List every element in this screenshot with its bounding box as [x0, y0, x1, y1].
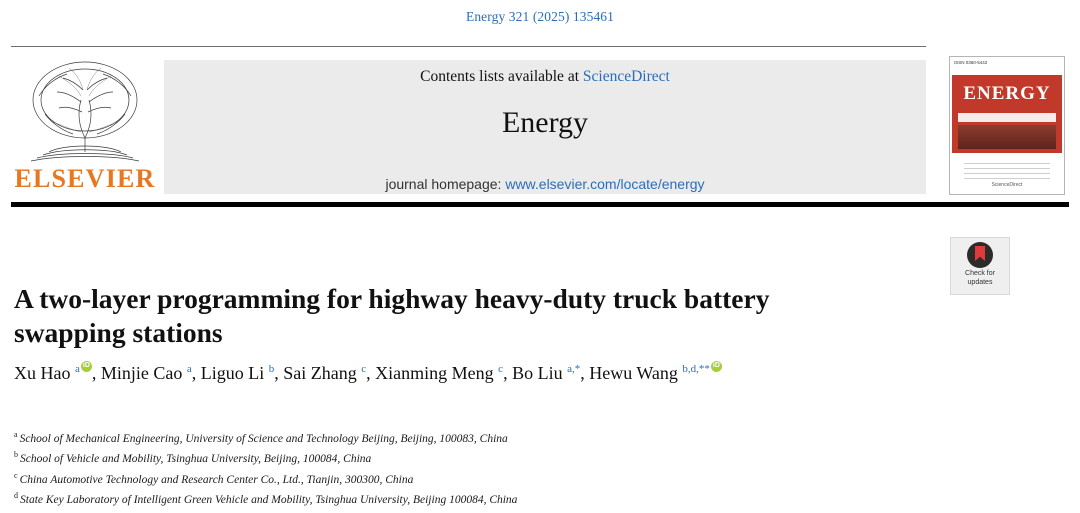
contents-available-text: Contents lists available at — [420, 68, 583, 85]
cover-brand-label: ScienceDirect — [991, 182, 1023, 188]
crossmark-label-line2: updates — [967, 278, 993, 286]
author-name: Bo Liu — [512, 363, 568, 383]
author-affiliation-marker: c — [498, 363, 504, 375]
elsevier-tree-icon — [19, 56, 151, 164]
journal-homepage-line — [164, 176, 926, 192]
author-name: Minjie Cao — [100, 363, 187, 383]
author-affiliation-marker: a — [75, 363, 80, 375]
header-divider — [11, 46, 926, 47]
journal-masthead — [11, 56, 1069, 196]
affiliation-text: State Key Laboratory of Intelligent Green Vehicle and Mobility, Tsinghua University, Beijing 100084, China — [20, 494, 518, 507]
journal-homepage-link[interactable]: www.elsevier.com/locate/energy — [505, 176, 705, 192]
author-affiliation-marker: a — [186, 363, 192, 375]
author-name: Xu Hao — [14, 363, 75, 383]
elsevier-wordmark: ELSEVIER — [14, 164, 156, 193]
affiliation-list — [14, 427, 914, 509]
author-separator: , — [366, 363, 376, 383]
affiliation-item — [14, 488, 914, 508]
author-separator: , — [503, 363, 513, 383]
cover-text-lines — [964, 163, 1050, 183]
cover-title: ENERGY — [963, 83, 1051, 104]
author-affiliation-marker: b — [268, 363, 275, 375]
running-head: Energy 321 (2025) 135461 — [465, 9, 614, 24]
author-separator: , — [91, 363, 101, 383]
author-name: Sai Zhang — [283, 363, 362, 383]
cover-top-label: ISSN 0360-5442 — [952, 59, 1062, 75]
journal-homepage-label: journal homepage: — [385, 176, 506, 192]
author-name: Hewu Wang — [589, 363, 683, 383]
author-name: Liguo Li — [200, 363, 269, 383]
author-list — [14, 355, 884, 387]
sciencedirect-link[interactable]: ScienceDirect — [582, 68, 670, 85]
crossmark-label — [951, 270, 1009, 287]
author-affiliation-marker: a,* — [567, 363, 581, 375]
author-separator: , — [580, 363, 590, 383]
affiliation-item — [14, 468, 914, 488]
crossmark-icon — [967, 242, 993, 268]
journal-cover-thumbnail — [949, 56, 1065, 195]
contents-available-line — [164, 68, 926, 86]
crossmark-flag-icon — [975, 246, 985, 261]
elsevier-logo — [11, 56, 159, 196]
crossmark-badge[interactable] — [950, 237, 1010, 295]
author-separator: , — [274, 363, 284, 383]
affiliation-text: China Automotive Technology and Research Center Co., Ltd., Tianjin, 300300, China — [19, 473, 414, 486]
journal-panel — [164, 60, 926, 194]
cover-lower-panel — [952, 153, 1062, 192]
orcid-icon[interactable] — [81, 361, 92, 372]
author-affiliation-marker: b,d,** — [682, 363, 710, 375]
affiliation-marker: a — [14, 430, 20, 439]
masthead-bottom-rule — [11, 202, 1069, 207]
orcid-icon[interactable] — [711, 361, 722, 372]
cover-photo — [958, 125, 1056, 149]
author-affiliation-marker: c — [361, 363, 367, 375]
journal-title: Energy — [501, 106, 589, 139]
affiliation-item — [14, 447, 914, 467]
affiliation-text: School of Mechanical Engineering, University of Science and Technology Beijing, Beijing, 100083, China — [19, 432, 508, 445]
affiliation-marker: c — [14, 470, 20, 480]
author-name: Xianming Meng — [375, 363, 499, 383]
article-title: A two-layer programming for highway heavy-duty truck battery swapping stations — [14, 283, 770, 349]
affiliation-marker: d — [14, 491, 20, 501]
author-separator: , — [191, 363, 201, 383]
crossmark-label-line1: Check for — [965, 270, 995, 277]
affiliation-item — [14, 427, 914, 447]
affiliation-marker: b — [14, 450, 20, 460]
affiliation-text: School of Vehicle and Mobility, Tsinghua University, Beijing, 100084, China — [20, 453, 372, 466]
cover-subbar — [958, 113, 1056, 122]
